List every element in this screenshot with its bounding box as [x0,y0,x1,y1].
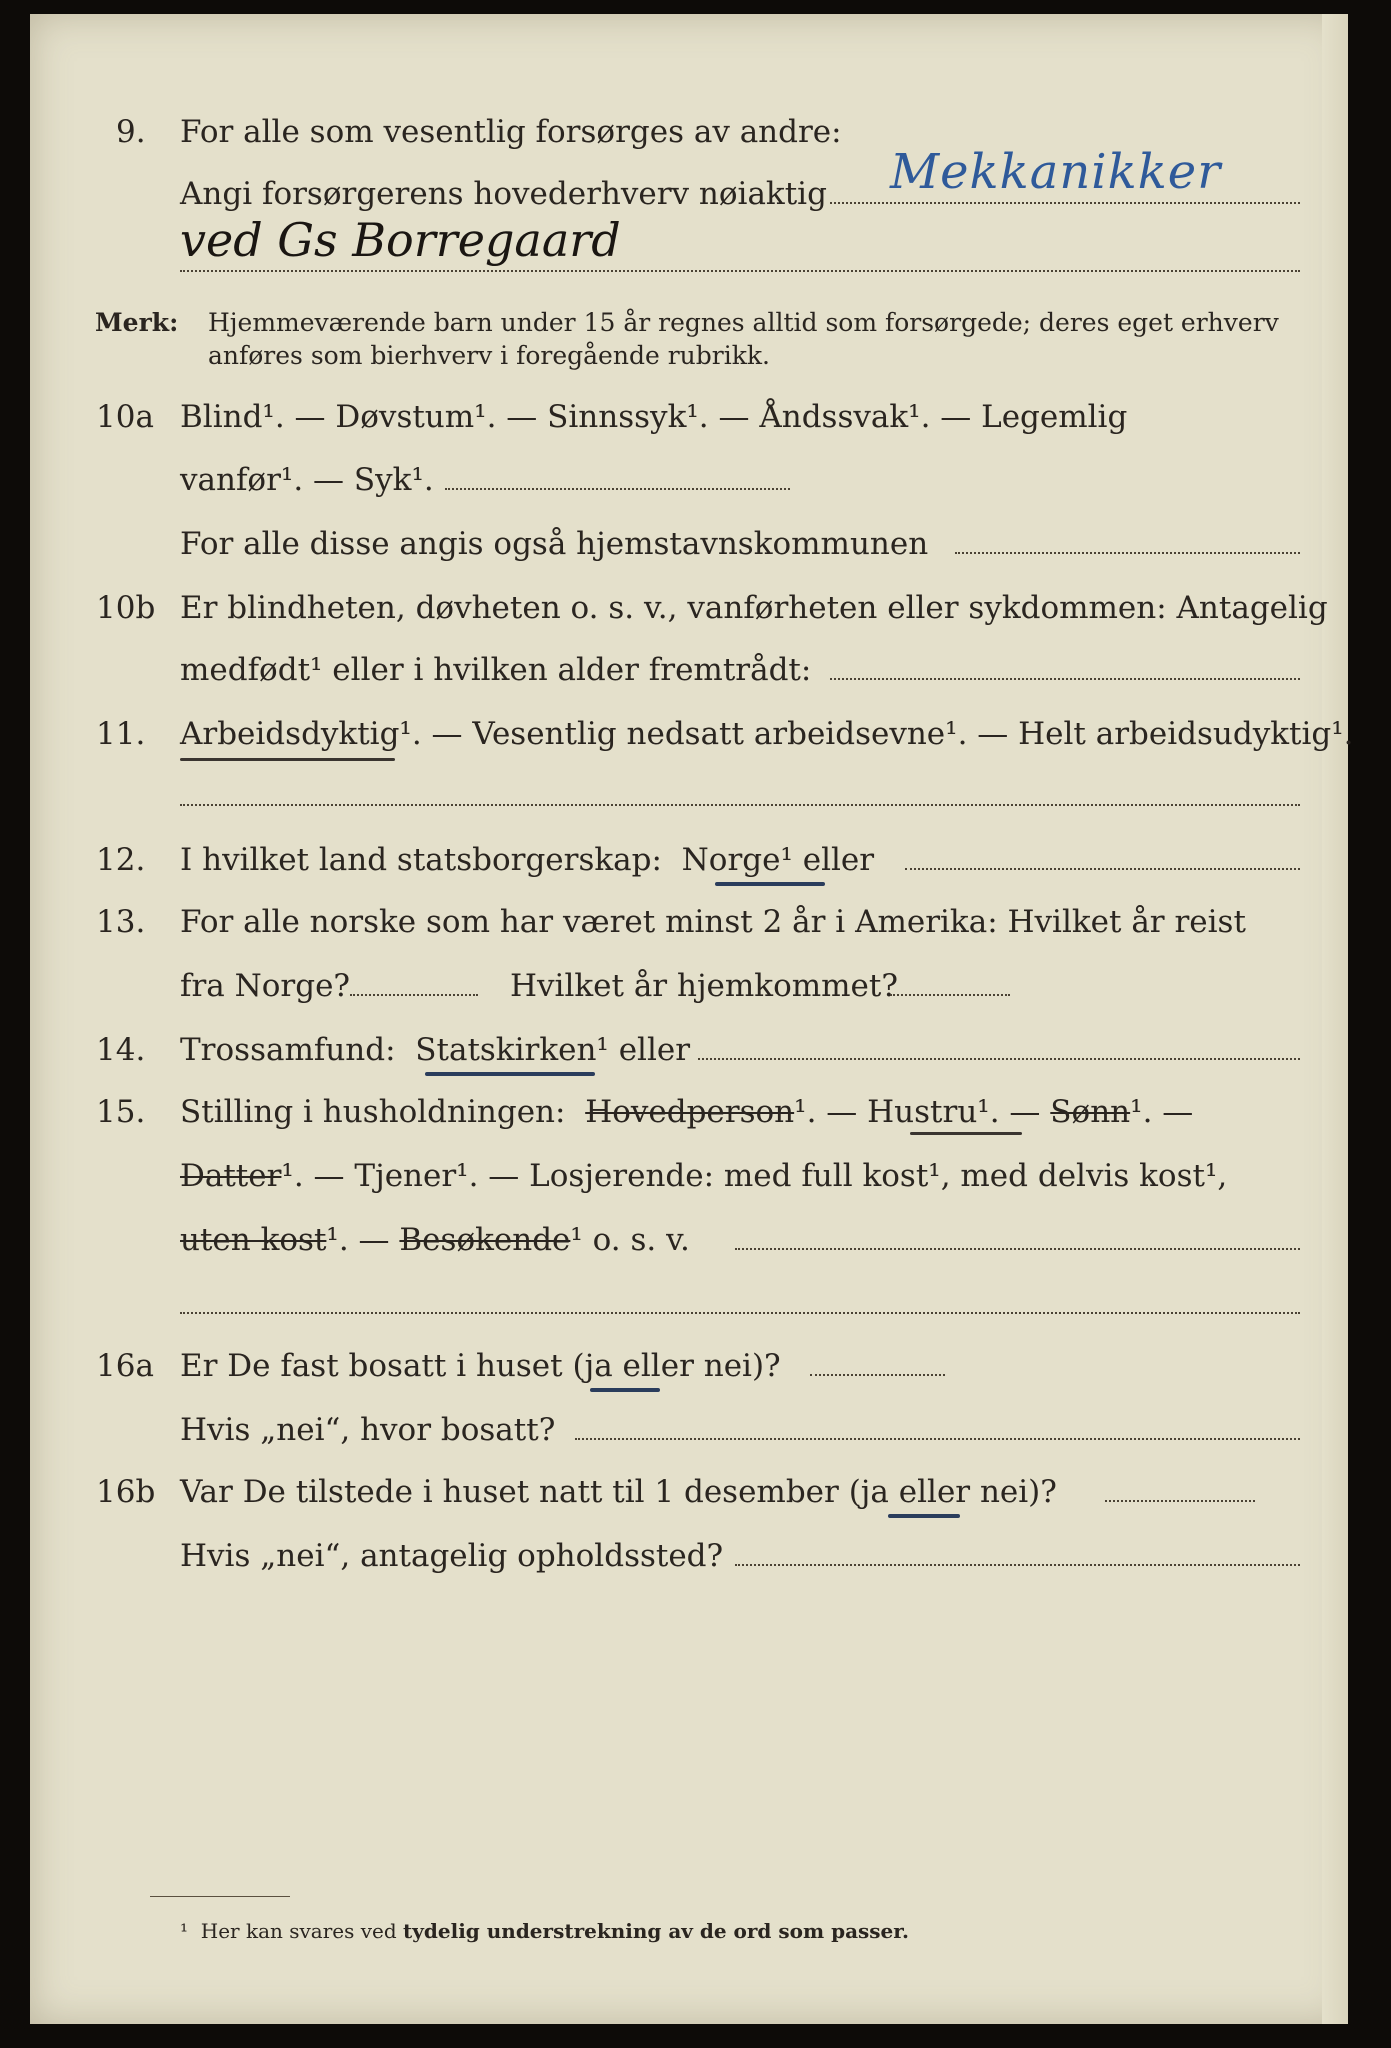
q15-datter-struck: Datter [180,1158,282,1194]
q12-answer-line [905,840,1300,870]
footnote-bold-text: tydelig understrekning av de ord som passer. [403,1919,909,1943]
q14-prefix: Trossamfund: [180,1032,396,1068]
q16b-text1 [180,1472,1057,1512]
q11-underline-mark [180,758,395,761]
footnote-mark: ¹ [180,1919,189,1943]
q15-text3 [180,1220,690,1260]
q16a-answer-ja: (ja [572,1348,613,1384]
q15-answer-line [735,1220,1300,1250]
q14-underline-mark [425,1072,595,1076]
q15-osv: ¹ o. s. v. [570,1222,690,1258]
q15-number: 15. [96,1094,146,1130]
q15-answer-hustru: Hustru [867,1094,978,1130]
q12-underline-mark [715,882,825,886]
q10b-text1: Er blindheten, døvheten o. s. v., vanførheten eller sykdommen: Antagelig [180,590,1328,626]
q16b-text2: Hvis „nei“, antagelig opholdssted? [180,1538,724,1574]
census-form-page [30,14,1354,2024]
q10a-answer-line [445,460,790,490]
q14-suffix: ¹ eller [596,1032,691,1068]
q16a-prefix: Er De fast bosatt i huset [180,1348,563,1384]
q16b-answer-ja: (ja [848,1474,889,1510]
q16b-answer-line [1105,1472,1255,1502]
q16a-answer-line [810,1346,945,1376]
q14-number: 14. [96,1032,146,1068]
q15-prefix: Stilling i husholdningen: [180,1094,566,1130]
q11-answer-line [180,776,1300,806]
q9-text2: Angi forsørgerens hovederhverv nøiaktig [180,176,827,212]
q11-text [180,714,1354,754]
q12-number: 12. [96,842,146,878]
q12-text [180,840,874,880]
q10a-hometown-line [955,524,1300,554]
q10a-number: 10a [96,399,154,435]
q9-handwriting-occupation: Mekkanikker [890,144,1222,200]
q13-year-return-line [890,966,1010,996]
q11-number: 11. [96,716,146,752]
q12-prefix: I hvilket land statsborgerskap: [180,842,662,878]
merk-text2: anføres som bierhverv i foregående rubrikk. [208,341,770,370]
q10a-text3: For alle disse angis også hjemstavnskommunen [180,526,929,562]
q10b-text2: medfødt¹ eller i hvilken alder fremtrådt: [180,652,812,688]
q16b-location-line [735,1536,1300,1566]
q10a-text1: Blind¹. — Døvstum¹. — Sinnssyk¹. — Åndssvak¹. — Legemlig [180,399,1128,435]
q9-text1: For alle som vesentlig forsørges av andre: [180,114,842,150]
q15-uten-kost-struck: uten kost [180,1222,327,1258]
footnote-rule [150,1896,290,1897]
q15-text1 [180,1092,1193,1132]
q13-year-left-line [350,966,478,996]
q16b-underline-mark [888,1514,960,1518]
q15-line2-rest: ¹. — Tjener¹. — Losjerende: med full kost¹, med delvis kost¹, [281,1158,1228,1194]
q16a-text2: Hvis „nei“, hvor bosatt? [180,1412,556,1448]
q13-text1: For alle norske som har været minst 2 år i Amerika: Hvilket år reist [180,904,1246,940]
q15-sep4: ¹. — [326,1222,390,1258]
page-edge [1322,14,1348,2024]
q16a-suffix: eller nei)? [622,1348,781,1384]
q10b-answer-line [830,650,1300,680]
q9-number: 9. [116,114,146,150]
q13-text2b: Hvilket år hjemkommet? [510,968,898,1004]
q12-answer-norge: Norge [681,842,781,878]
q16b-suffix: eller nei)? [898,1474,1057,1510]
q16a-text1 [180,1346,781,1386]
q13-text2a: fra Norge? [180,968,351,1004]
q15-besokende-struck: Besøkende [399,1222,571,1258]
q14-answer-statskirken: Statskirken [415,1032,597,1068]
q14-text [180,1030,690,1070]
q15-answer-line2 [180,1284,1300,1314]
q15-hovedperson-struck: Hovedperson [585,1094,795,1130]
q16b-number: 16b [96,1474,156,1510]
q15-sep3: ¹. — [1130,1094,1194,1130]
q16b-prefix: Var De tilstede i huset natt til 1 desember [180,1474,839,1510]
merk-label: Merk: [95,308,179,337]
q10a-text2: vanfør¹. — Syk¹. [180,462,434,498]
q16a-number: 16a [96,1348,154,1384]
q15-underline-mark [910,1132,1022,1135]
footnote-text: Her kan svares ved [200,1919,397,1943]
q16a-underline-mark [590,1388,660,1392]
q14-answer-line [698,1030,1300,1060]
q15-sep1: ¹. — [794,1094,858,1130]
q12-suffix: ¹ eller [780,842,875,878]
q11-arbeidsdyktig: Arbeidsdyktig [180,716,400,752]
q10b-number: 10b [96,590,156,626]
q11-rest: ¹. — Vesentlig nedsatt arbeidsevne¹. — Helt arbeidsudyktig¹. [399,716,1354,752]
q9-handwriting-employer: ved Gs Borregaard [180,213,621,267]
q16a-residence-line [575,1410,1300,1440]
merk-text1: Hjemmeværende barn under 15 år regnes alltid som forsørgede; deres eget erhverv [208,308,1279,337]
q15-sep2: ¹. — [977,1094,1041,1130]
q13-number: 13. [96,904,146,940]
q15-text2 [180,1156,1227,1196]
q15-sonn-struck: Sønn [1050,1094,1131,1130]
footnote [180,1919,909,1943]
